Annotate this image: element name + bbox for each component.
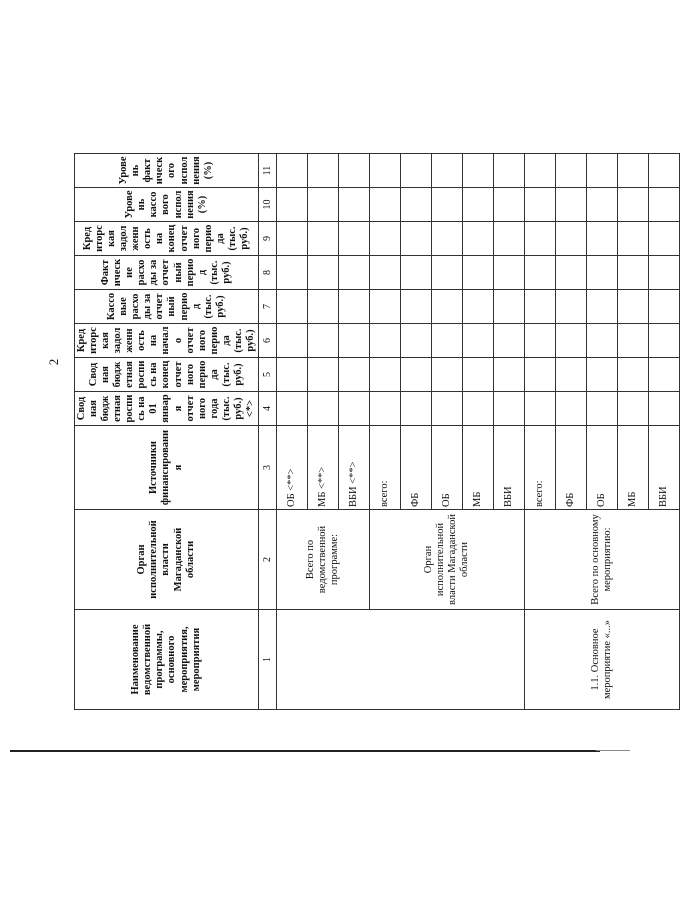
value-cell bbox=[307, 154, 338, 188]
value-cell bbox=[524, 290, 555, 324]
value-cell bbox=[524, 154, 555, 188]
source-cell: ВБИ <**> bbox=[338, 426, 369, 510]
table-row bbox=[276, 26, 307, 710]
value-cell bbox=[338, 222, 369, 256]
value-cell bbox=[307, 290, 338, 324]
report-table bbox=[74, 25, 680, 710]
value-cell bbox=[431, 324, 462, 358]
value-cell bbox=[276, 154, 307, 188]
value-cell bbox=[369, 154, 400, 188]
source-cell: ОБ <**> bbox=[276, 426, 307, 510]
value-cell bbox=[431, 392, 462, 426]
header-cell: Орган исполнительной власти Магаданской области bbox=[75, 510, 259, 610]
value-cell bbox=[338, 290, 369, 324]
value-cell bbox=[555, 324, 586, 358]
value-cell bbox=[400, 290, 431, 324]
page-number: 2 bbox=[46, 358, 61, 366]
value-cell bbox=[431, 290, 462, 324]
value-cell bbox=[586, 324, 617, 358]
value-cell bbox=[431, 154, 462, 188]
column-number: 8 bbox=[258, 256, 276, 290]
value-cell bbox=[431, 222, 462, 256]
header-cell: Уровень фактического исполнения (%) bbox=[75, 154, 259, 188]
value-cell bbox=[617, 324, 648, 358]
value-cell bbox=[555, 392, 586, 426]
value-cell bbox=[276, 358, 307, 392]
value-cell bbox=[369, 392, 400, 426]
value-cell bbox=[400, 154, 431, 188]
value-cell bbox=[586, 222, 617, 256]
value-cell bbox=[276, 392, 307, 426]
value-cell bbox=[555, 290, 586, 324]
value-cell bbox=[586, 154, 617, 188]
value-cell bbox=[400, 222, 431, 256]
value-cell bbox=[648, 290, 679, 324]
value-cell bbox=[400, 392, 431, 426]
value-cell bbox=[524, 324, 555, 358]
organ-cell: Орган исполнительной власти Магаданской области bbox=[369, 510, 524, 610]
organ-cell: Всего по основному мероприятию: bbox=[524, 510, 679, 610]
header-cell: Сводная бюджетная роспись на конец отчетного периода (тыс. руб.) bbox=[75, 358, 259, 392]
value-cell bbox=[586, 392, 617, 426]
value-cell bbox=[493, 256, 524, 290]
value-cell bbox=[586, 358, 617, 392]
value-cell bbox=[307, 358, 338, 392]
value-cell bbox=[493, 154, 524, 188]
column-number: 6 bbox=[258, 324, 276, 358]
source-cell: ОБ bbox=[431, 426, 462, 510]
value-cell bbox=[369, 290, 400, 324]
value-cell bbox=[524, 222, 555, 256]
header-cell: Фактические расходы за отчетный период (тыс. руб.) bbox=[75, 256, 259, 290]
value-cell bbox=[338, 154, 369, 188]
value-cell bbox=[462, 324, 493, 358]
value-cell bbox=[307, 392, 338, 426]
value-cell bbox=[462, 392, 493, 426]
footer-divider bbox=[10, 750, 600, 752]
value-cell bbox=[338, 324, 369, 358]
column-number: 2 bbox=[258, 510, 276, 610]
value-cell bbox=[555, 154, 586, 188]
value-cell bbox=[617, 256, 648, 290]
source-cell: МБ bbox=[617, 426, 648, 510]
value-cell bbox=[400, 256, 431, 290]
column-number: 3 bbox=[258, 426, 276, 510]
value-cell bbox=[648, 154, 679, 188]
value-cell bbox=[648, 256, 679, 290]
value-cell bbox=[462, 358, 493, 392]
source-cell: ВБИ bbox=[493, 426, 524, 510]
value-cell bbox=[648, 392, 679, 426]
value-cell bbox=[524, 358, 555, 392]
value-cell bbox=[462, 256, 493, 290]
value-cell bbox=[431, 358, 462, 392]
value-cell bbox=[586, 188, 617, 222]
value-cell bbox=[431, 188, 462, 222]
header-cell: Уровень кассового исполнения (%) bbox=[75, 188, 259, 222]
value-cell bbox=[431, 256, 462, 290]
value-cell bbox=[648, 324, 679, 358]
value-cell bbox=[555, 358, 586, 392]
value-cell bbox=[462, 290, 493, 324]
value-cell bbox=[276, 222, 307, 256]
program-name-cell bbox=[276, 610, 524, 710]
value-cell bbox=[648, 358, 679, 392]
rotated-table-container bbox=[74, 25, 669, 710]
value-cell bbox=[617, 290, 648, 324]
value-cell bbox=[555, 222, 586, 256]
value-cell bbox=[493, 188, 524, 222]
header-cell: Наименование ведомственной программы, основного мероприятия, мероприятия bbox=[75, 610, 259, 710]
value-cell bbox=[462, 222, 493, 256]
value-cell bbox=[586, 256, 617, 290]
value-cell bbox=[586, 290, 617, 324]
header-cell: Сводная бюджетная роспись на 01 января отчетного года (тыс. руб.) <*> bbox=[75, 392, 259, 426]
value-cell bbox=[400, 188, 431, 222]
value-cell bbox=[617, 154, 648, 188]
value-cell bbox=[400, 324, 431, 358]
value-cell bbox=[276, 256, 307, 290]
value-cell bbox=[338, 392, 369, 426]
column-number: 10 bbox=[258, 188, 276, 222]
source-cell: МБ <**> bbox=[307, 426, 338, 510]
value-cell bbox=[648, 222, 679, 256]
header-cell: Кассовые расходы за отчетный период (тыс. руб.) bbox=[75, 290, 259, 324]
source-cell: МБ bbox=[462, 426, 493, 510]
value-cell bbox=[307, 188, 338, 222]
header-cell: Кредиторская задолженность на начало отчетного периода (тыс. руб.) bbox=[75, 324, 259, 358]
value-cell bbox=[493, 358, 524, 392]
footer-divider-light bbox=[596, 750, 630, 751]
value-cell bbox=[369, 222, 400, 256]
value-cell bbox=[307, 324, 338, 358]
value-cell bbox=[307, 222, 338, 256]
column-number: 7 bbox=[258, 290, 276, 324]
value-cell bbox=[369, 188, 400, 222]
header-cell: Источники финансирования bbox=[75, 426, 259, 510]
value-cell bbox=[493, 222, 524, 256]
column-number-row bbox=[258, 26, 276, 710]
value-cell bbox=[276, 324, 307, 358]
source-cell: ВБИ bbox=[648, 426, 679, 510]
value-cell bbox=[338, 358, 369, 392]
value-cell bbox=[617, 358, 648, 392]
column-number: 5 bbox=[258, 358, 276, 392]
value-cell bbox=[369, 324, 400, 358]
source-cell: ОБ bbox=[586, 426, 617, 510]
value-cell bbox=[338, 256, 369, 290]
value-cell bbox=[617, 392, 648, 426]
value-cell bbox=[462, 154, 493, 188]
value-cell bbox=[617, 222, 648, 256]
table-row bbox=[524, 26, 555, 710]
source-cell: всего: bbox=[369, 426, 400, 510]
value-cell bbox=[524, 392, 555, 426]
value-cell bbox=[369, 256, 400, 290]
value-cell bbox=[493, 324, 524, 358]
value-cell bbox=[400, 358, 431, 392]
value-cell bbox=[617, 188, 648, 222]
source-cell: всего: bbox=[524, 426, 555, 510]
value-cell bbox=[276, 290, 307, 324]
value-cell bbox=[307, 256, 338, 290]
organ-cell: Всего по ведомственной программе: bbox=[276, 510, 369, 610]
program-name-cell: 1.1. Основное мероприятие «...» bbox=[524, 610, 679, 710]
header-row bbox=[75, 26, 259, 710]
source-cell: ФБ bbox=[555, 426, 586, 510]
value-cell bbox=[524, 188, 555, 222]
column-number: 4 bbox=[258, 392, 276, 426]
value-cell bbox=[493, 290, 524, 324]
header-cell: Кредиторская задолженность на конец отчетного периода (тыс. руб.) bbox=[75, 222, 259, 256]
source-cell: ФБ bbox=[400, 426, 431, 510]
column-number: 9 bbox=[258, 222, 276, 256]
value-cell bbox=[524, 256, 555, 290]
value-cell bbox=[338, 188, 369, 222]
column-number: 1 bbox=[258, 610, 276, 710]
value-cell bbox=[276, 188, 307, 222]
value-cell bbox=[493, 392, 524, 426]
value-cell bbox=[462, 188, 493, 222]
value-cell bbox=[555, 256, 586, 290]
value-cell bbox=[555, 188, 586, 222]
table-row bbox=[369, 26, 400, 710]
value-cell bbox=[648, 188, 679, 222]
column-number: 11 bbox=[258, 154, 276, 188]
value-cell bbox=[369, 358, 400, 392]
